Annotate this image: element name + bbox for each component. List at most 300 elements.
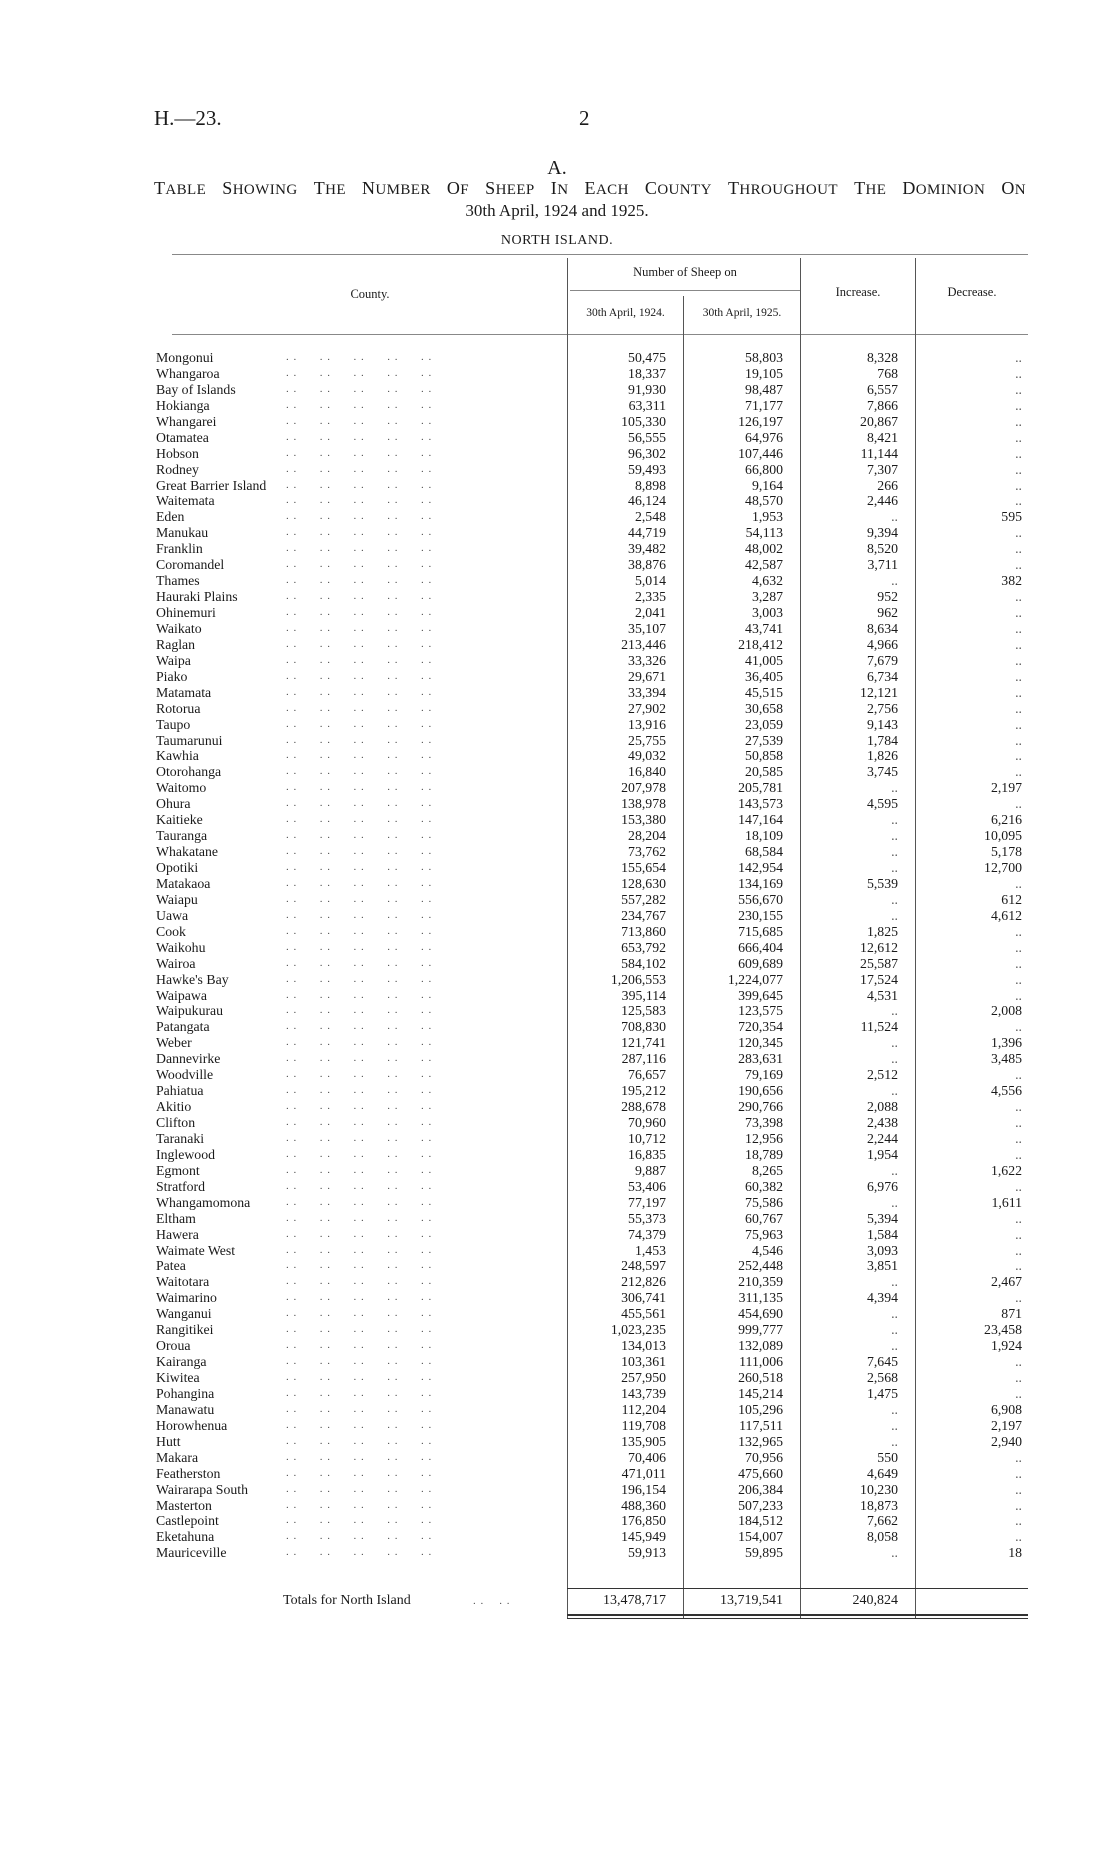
county-name: Ohinemuri: [156, 605, 216, 620]
leader-dots: . . . . . . . . . .: [286, 1355, 433, 1368]
county-name: Akitio: [156, 1099, 192, 1115]
sheep-1925: 147,164: [738, 812, 783, 828]
county-name: Taupo: [156, 716, 191, 732]
table-row: [0, 478, 1114, 494]
sheep-1925: 107,446: [738, 445, 783, 461]
sheep-1924: 25,755: [628, 732, 666, 748]
sheep-1924: 153,380: [621, 812, 666, 828]
leader-dots: . . . . . . . . . .: [286, 1371, 433, 1383]
leader-dots: . . . . . . . . . .: [286, 621, 433, 634]
year-1924-header: 30th April, 1924.: [586, 307, 665, 319]
sheep-1925: 43,741: [745, 620, 783, 636]
leader-dots: . . . . . . . . . .: [286, 1259, 433, 1272]
totals-1925: 13,719,541: [720, 1593, 783, 1608]
county-name: Waipa: [156, 652, 191, 668]
sheep-1925: 50,858: [745, 748, 783, 764]
leader-dots: . . . . . . . . . .: [286, 988, 433, 1001]
leader-dots: . . . . . . . . . .: [286, 1004, 433, 1017]
sheep-1924: 195,212: [621, 1083, 666, 1099]
sheep-1924: 248,597: [621, 1258, 666, 1274]
leader-dots: . . . . . . . . . .: [286, 542, 433, 555]
sheep-1924: 105,330: [621, 413, 666, 429]
table-letter: A.: [547, 157, 567, 179]
table-row: [0, 398, 1114, 414]
decrease-value: 1,611: [991, 1194, 1022, 1210]
leader-dots: . . . . . . . . . .: [286, 829, 433, 842]
decrease-value: ..: [1015, 605, 1022, 620]
increase-value: ..: [891, 907, 898, 923]
increase-value: 962: [877, 605, 898, 620]
decrease-value: ..: [1015, 1481, 1022, 1497]
increase-value: 7,679: [866, 652, 898, 668]
table-row: [0, 1434, 1114, 1450]
sheep-1924: 1,023,235: [610, 1322, 666, 1338]
county-name: Waitemata: [156, 493, 215, 509]
title-word: NUMBER: [362, 178, 431, 198]
decrease-value: ..: [1015, 684, 1022, 700]
increase-value: 7,866: [866, 397, 898, 413]
decrease-header: Decrease.: [947, 285, 997, 299]
county-rows: [0, 350, 1114, 1561]
decrease-value: ..: [1015, 1210, 1022, 1226]
sheep-1925: 507,233: [738, 1497, 783, 1513]
leader-dots: . . . . . . . . . .: [286, 398, 433, 411]
table-row: [0, 1227, 1114, 1243]
title-word: THE: [313, 178, 346, 198]
county-name: Hokianga: [156, 397, 210, 413]
decrease-value: 1,396: [990, 1035, 1022, 1051]
sheep-1924: 176,850: [621, 1513, 666, 1529]
leader-dots: . . . . . . . . . .: [286, 1514, 433, 1527]
decrease-value: 1,924: [990, 1338, 1022, 1354]
sheep-1924: 213,446: [621, 636, 666, 652]
sheep-1924: 16,840: [628, 764, 666, 780]
header-top-rule: [172, 254, 1028, 255]
sheep-1924: 207,978: [621, 780, 666, 796]
increase-value: 12,612: [860, 939, 898, 955]
table-row: [0, 1083, 1114, 1099]
table-row: [0, 940, 1114, 956]
sheep-1924: 33,394: [628, 684, 666, 700]
sheep-1924: 103,361: [621, 1354, 666, 1370]
increase-value: 266: [877, 477, 898, 493]
sheep-1924: 1,206,553: [610, 971, 666, 987]
sheep-1924: 53,406: [628, 1178, 666, 1194]
table-row: [0, 1067, 1114, 1083]
increase-value: ..: [891, 828, 898, 844]
decrease-value: 2,467: [990, 1274, 1022, 1290]
increase-value: 8,421: [866, 429, 898, 445]
decrease-value: ..: [1015, 875, 1022, 891]
sheep-1925: 3,003: [751, 605, 783, 620]
totals-dots: . . . .: [473, 1595, 511, 1607]
sheep-1925: 8,265: [751, 1162, 783, 1178]
increase-value: ..: [891, 1194, 898, 1210]
sheep-1924: 306,741: [621, 1290, 666, 1306]
decrease-value: ..: [1015, 541, 1022, 557]
county-column-header: County.: [350, 287, 390, 301]
decrease-value: ..: [1015, 668, 1022, 684]
sheep-1925: 311,135: [738, 1290, 783, 1306]
sheep-1925: 142,954: [738, 860, 783, 875]
table-row: [0, 924, 1114, 940]
title-word: OF: [446, 178, 470, 198]
leader-dots: . . . . . . . . . .: [286, 876, 433, 889]
leader-dots: . . . . . . . . . .: [286, 1243, 433, 1256]
county-name: Waitotara: [156, 1274, 210, 1290]
leader-dots: . . . . . . . . . .: [286, 653, 433, 666]
increase-value: ..: [891, 1545, 898, 1561]
increase-value: ..: [891, 1306, 898, 1322]
table-row: [0, 1498, 1114, 1514]
increase-value: ..: [891, 780, 898, 796]
table-row: [0, 1482, 1114, 1498]
sheep-1925: 20,585: [745, 764, 783, 780]
leader-dots: . . . . . . . . . .: [286, 813, 433, 826]
decrease-value: ..: [1015, 1019, 1022, 1035]
table-row: [0, 669, 1114, 685]
title-word: TABLE: [154, 178, 207, 198]
header-bottom-rule: [172, 334, 1028, 335]
totals-increase: 240,824: [852, 1593, 898, 1608]
decrease-value: 2,008: [990, 1003, 1022, 1019]
increase-value: 9,394: [866, 525, 898, 541]
table-row: [0, 446, 1114, 462]
decrease-value: 2,197: [990, 1417, 1022, 1433]
sheep-1925: 117,511: [739, 1417, 783, 1433]
table-title-line-1: [154, 178, 1026, 199]
page-number: 2: [579, 106, 590, 130]
title-word: THROUGHOUT: [727, 178, 838, 198]
county-name: Cook: [156, 923, 186, 939]
leader-dots: . . . . . . . . . .: [286, 685, 433, 698]
table-row: [0, 780, 1114, 796]
leader-dots: . . . . . . . . . .: [286, 606, 433, 618]
decrease-value: ..: [1015, 1385, 1022, 1401]
sheep-1925: 58,803: [745, 350, 783, 365]
sheep-1925: 290,766: [738, 1099, 783, 1115]
leader-dots: . . . . . . . . . .: [286, 1450, 433, 1463]
county-name: Tauranga: [156, 828, 208, 844]
county-name: Stratford: [156, 1178, 206, 1194]
increase-value: 11,524: [860, 1019, 898, 1035]
county-name: Waikohu: [156, 939, 206, 955]
increase-value: 20,867: [860, 413, 898, 429]
decrease-value: 382: [1001, 573, 1022, 589]
increase-value: 4,394: [866, 1290, 898, 1306]
sheep-1924: 50,475: [628, 350, 666, 365]
leader-dots: . . . . . . . . . .: [286, 558, 433, 571]
decrease-value: ..: [1015, 525, 1022, 541]
sheep-1925: 252,448: [738, 1258, 783, 1274]
county-name: Piako: [156, 668, 188, 684]
increase-value: 6,557: [866, 381, 898, 397]
sheep-1925: 54,113: [745, 525, 783, 541]
sheep-1925: 45,515: [745, 684, 783, 700]
decrease-value: ..: [1015, 589, 1022, 605]
sheep-1925: 205,781: [738, 780, 783, 796]
decrease-value: 4,556: [990, 1083, 1022, 1099]
sheep-1924: 557,282: [621, 891, 666, 907]
sheep-1924: 287,116: [621, 1051, 666, 1067]
leader-dots: . . . . . . . . . .: [286, 1530, 433, 1543]
title-word: ON: [1001, 178, 1026, 198]
sheep-1925: 19,105: [745, 365, 783, 381]
county-name: Masterton: [156, 1497, 212, 1513]
decrease-value: ..: [1015, 796, 1022, 812]
table-row: [0, 844, 1114, 860]
table-row: [0, 382, 1114, 398]
leader-dots: . . . . . . . . . .: [286, 1546, 433, 1559]
decrease-value: ..: [1015, 620, 1022, 636]
county-name: Hawera: [156, 1226, 199, 1242]
county-name: Manukau: [156, 525, 209, 541]
table-row: [0, 717, 1114, 733]
increase-value: 768: [877, 365, 898, 381]
county-name: Eltham: [156, 1210, 196, 1226]
county-name: Waikato: [156, 620, 202, 636]
county-name: Horowhenua: [156, 1417, 228, 1433]
increase-value: ..: [891, 1274, 898, 1290]
sheep-1925: 73,398: [745, 1115, 783, 1130]
increase-value: ..: [891, 1322, 898, 1338]
sheep-1925: 230,155: [738, 907, 783, 923]
totals-label: Totals for North Island: [283, 1593, 411, 1608]
leader-dots: . . . . . . . . . .: [286, 717, 433, 730]
increase-value: 5,394: [866, 1210, 898, 1226]
increase-value: 7,662: [866, 1513, 898, 1529]
decrease-value: ..: [1015, 1242, 1022, 1258]
increase-value: 4,649: [866, 1465, 898, 1481]
decrease-value: 5,178: [990, 844, 1022, 860]
sheep-1924: 2,335: [634, 589, 666, 605]
table-row: [0, 1450, 1114, 1466]
leader-dots: . . . . . . . . . .: [286, 1179, 433, 1192]
decrease-value: ..: [1015, 1465, 1022, 1481]
increase-value: 8,328: [866, 350, 898, 365]
decrease-value: ..: [1015, 381, 1022, 397]
decrease-value: ..: [1015, 1354, 1022, 1370]
sheep-1925: 9,164: [751, 477, 783, 493]
increase-value: 2,568: [866, 1370, 898, 1385]
increase-value: 6,734: [866, 668, 898, 684]
decrease-value: ..: [1015, 1146, 1022, 1162]
leader-dots: . . . . . . . . . .: [286, 1131, 433, 1144]
county-name: Mauriceville: [156, 1545, 227, 1561]
sheep-1925: 720,354: [738, 1019, 783, 1035]
decrease-value: ..: [1015, 955, 1022, 971]
increase-value: ..: [891, 812, 898, 828]
leader-dots: . . . . . . . . . .: [286, 1275, 433, 1288]
table-row: [0, 1466, 1114, 1482]
table-row: [0, 876, 1114, 892]
county-name: Inglewood: [156, 1146, 216, 1162]
sheep-1924: 38,876: [628, 557, 666, 573]
increase-value: 550: [877, 1449, 898, 1465]
county-name: Rotorua: [156, 700, 201, 716]
decrease-value: ..: [1015, 1067, 1022, 1083]
sheep-1925: 4,546: [751, 1242, 783, 1258]
county-name: Manawatu: [156, 1401, 215, 1417]
sheep-1924: 29,671: [628, 668, 666, 684]
sheep-1924: 28,204: [628, 828, 666, 844]
increase-value: 3,851: [866, 1258, 898, 1274]
increase-value: 1,784: [866, 732, 898, 748]
increase-value: 7,307: [866, 461, 898, 477]
increase-value: ..: [891, 1401, 898, 1417]
sheep-1924: 8,898: [634, 477, 666, 493]
leader-dots: . . . . . . . . . .: [286, 1434, 433, 1447]
table-row: [0, 1195, 1114, 1211]
sheep-1924: 395,114: [621, 987, 666, 1003]
decrease-value: ..: [1015, 1290, 1022, 1306]
table-row: [0, 892, 1114, 908]
sheep-1925: 143,573: [738, 796, 783, 812]
increase-value: 3,093: [866, 1242, 898, 1258]
table-title-line-2: 30th April, 1924 and 1925.: [465, 201, 649, 220]
sheep-1925: 556,670: [738, 891, 783, 907]
sheep-1925: 132,089: [738, 1338, 783, 1354]
leader-dots: . . . . . . . . . .: [286, 1291, 433, 1304]
increase-value: 25,587: [860, 955, 898, 971]
county-name: Weber: [156, 1035, 192, 1051]
sheep-1924: 76,657: [628, 1067, 666, 1083]
county-name: Kairanga: [156, 1354, 207, 1370]
leader-dots: . . . . . . . . . .: [286, 1323, 433, 1336]
number-of-sheep-header: Number of Sheep on: [633, 265, 737, 279]
county-name: Franklin: [156, 541, 203, 557]
leader-dots: . . . . . . . . . .: [286, 366, 433, 379]
title-word: IN: [550, 178, 569, 198]
table-row: [0, 1035, 1114, 1051]
sheep-1925: 475,660: [738, 1465, 783, 1481]
leader-dots: . . . . . . . . . .: [286, 351, 433, 363]
county-name: Ohura: [156, 796, 191, 812]
leader-dots: . . . . . . . . . .: [286, 1084, 433, 1097]
county-name: Uawa: [156, 907, 189, 923]
increase-value: 2,244: [866, 1130, 898, 1146]
sheep-1925: 27,539: [745, 732, 783, 748]
decrease-value: ..: [1015, 1497, 1022, 1513]
leader-dots: . . . . . . . . . .: [286, 446, 433, 459]
table-row: [0, 860, 1114, 876]
county-name: Mongonui: [156, 350, 214, 365]
table-row: [0, 605, 1114, 621]
table-row: [0, 430, 1114, 446]
county-name: Woodville: [156, 1067, 214, 1083]
county-name: Great Barrier Island: [156, 477, 267, 493]
leader-dots: . . . . . . . . . .: [286, 924, 433, 937]
leader-dots: . . . . . . . . . .: [286, 701, 433, 714]
page-reference: H.—23.: [154, 106, 222, 130]
table-row: [0, 1163, 1114, 1179]
leader-dots: . . . . . . . . . .: [286, 781, 433, 794]
increase-value: 5,539: [866, 875, 898, 891]
decrease-value: ..: [1015, 700, 1022, 716]
sheep-1924: 488,360: [621, 1497, 666, 1513]
table-row: [0, 573, 1114, 589]
sheep-1925: 190,656: [738, 1083, 783, 1099]
county-name: Whangarei: [156, 413, 217, 429]
county-name: Rodney: [156, 461, 199, 477]
sheep-1924: 5,014: [634, 573, 666, 589]
leader-dots: . . . . . . . . . .: [286, 972, 433, 985]
table-row: [0, 621, 1114, 637]
leader-dots: . . . . . . . . . .: [286, 1402, 433, 1415]
sheep-1925: 184,512: [738, 1513, 783, 1529]
decrease-value: ..: [1015, 477, 1022, 493]
leader-dots: . . . . . . . . . .: [286, 1163, 433, 1176]
sheep-1924: 2,041: [634, 605, 666, 620]
county-name: Kiwitea: [156, 1370, 200, 1385]
increase-value: ..: [891, 1003, 898, 1019]
county-name: Taranaki: [156, 1130, 205, 1146]
increase-value: 2,512: [866, 1067, 898, 1083]
county-name: Pohangina: [156, 1385, 215, 1401]
decrease-value: ..: [1015, 652, 1022, 668]
county-name: Waimarino: [156, 1290, 217, 1306]
sheep-1925: 132,965: [738, 1433, 783, 1449]
sheep-1925: 18,789: [745, 1146, 783, 1162]
table-row: [0, 764, 1114, 780]
leader-dots: . . . . . . . . . .: [286, 510, 433, 523]
sheep-1924: 77,197: [628, 1194, 666, 1210]
county-name: Wairoa: [156, 955, 196, 971]
table-row: [0, 956, 1114, 972]
sheep-1924: 59,913: [628, 1545, 666, 1561]
table-row: [0, 1545, 1114, 1561]
sheep-1924: 455,561: [621, 1306, 666, 1322]
sheep-1925: 111,006: [739, 1354, 783, 1370]
sheep-1924: 16,835: [628, 1146, 666, 1162]
sheep-1924: 138,978: [621, 796, 666, 812]
sheep-1925: 3,287: [751, 589, 783, 605]
sheep-1924: 27,902: [628, 700, 666, 716]
county-name: Oroua: [156, 1338, 191, 1354]
county-name: Waiapu: [156, 891, 198, 907]
table-row: [0, 493, 1114, 509]
table-row: [0, 1147, 1114, 1163]
table-row: [0, 1003, 1114, 1019]
table-row: [0, 796, 1114, 812]
sheep-1925: 210,359: [738, 1274, 783, 1290]
sheep-1925: 134,169: [738, 875, 783, 891]
increase-value: 4,531: [866, 987, 898, 1003]
decrease-value: ..: [1015, 1449, 1022, 1465]
increase-value: ..: [891, 1051, 898, 1067]
decrease-value: 23,458: [984, 1322, 1022, 1338]
sheep-1925: 79,169: [745, 1067, 783, 1083]
county-name: Raglan: [156, 636, 196, 652]
sheep-1925: 399,645: [738, 987, 783, 1003]
island-subheading: NORTH ISLAND.: [500, 233, 614, 248]
sheep-1924: 56,555: [628, 429, 666, 445]
increase-value: 8,634: [866, 620, 898, 636]
year-1925-header: 30th April, 1925.: [702, 307, 782, 319]
leader-dots: . . . . . . . . . .: [286, 1068, 433, 1081]
table-row: [0, 972, 1114, 988]
table-row: [0, 1402, 1114, 1418]
table-row: [0, 414, 1114, 430]
sheep-1924: 257,950: [621, 1370, 666, 1385]
sheep-1925: 120,345: [738, 1035, 783, 1051]
sheep-1925: 23,059: [745, 716, 783, 732]
totals-top-rule: [567, 1588, 1028, 1589]
sheep-1924: 196,154: [621, 1481, 666, 1497]
totals-row: [0, 1591, 1114, 1611]
sheep-1925: 609,689: [738, 955, 783, 971]
table-row: [0, 1243, 1114, 1259]
